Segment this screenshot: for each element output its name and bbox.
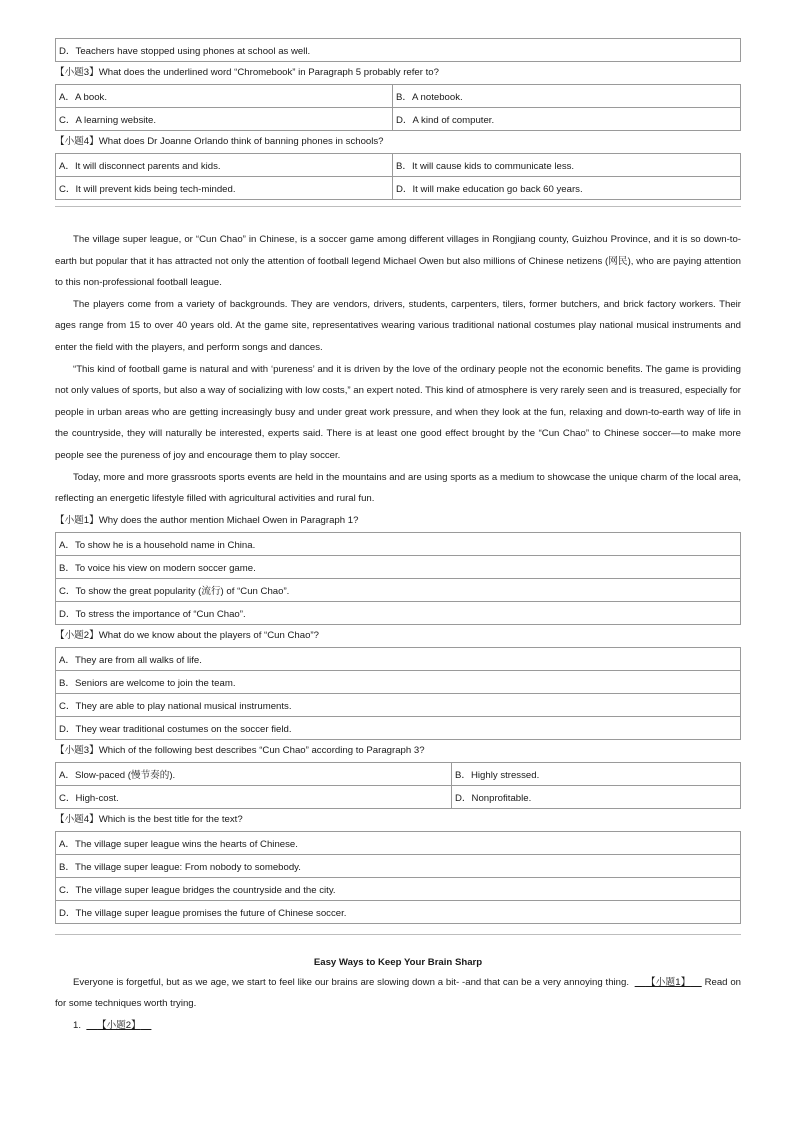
option-b: B．It will cause kids to communicate less. (393, 154, 741, 177)
option-c: C．To show the great popularity (流行) of “Cun Chao”. (56, 578, 741, 601)
question-stem: 【小题3】Which of the following best describes “Cun Chao” according to Paragraph 3? (55, 744, 425, 756)
worksheet-page (55, 38, 741, 1037)
option-b: B．Highly stressed. (452, 762, 741, 785)
option-d: D．Nonprofitable. (452, 785, 741, 808)
options-table-p1-q3 (55, 84, 741, 131)
option-b: B．To voice his view on modern soccer game. (56, 555, 741, 578)
option-d: D．They wear traditional costumes on the soccer field. (56, 716, 741, 739)
option-c: C．They are able to play national musical instruments. (56, 693, 741, 716)
option-d: D．Teachers have stopped using phones at school as well. (56, 39, 741, 62)
question-stem: 【小题3】What does the underlined word “Chromebook” in Paragraph 5 probably refer to? (55, 67, 439, 78)
passage-paragraph: “This kind of football game is natural and with ‘pureness’ and it is driven by the love of the ordinary people not the economic benefits. The game is providing not only values of sports, but also a way of socializing with low costs,” an expert noted. This kind of atmosphere is very rarely seen and is treasured, especially for people in urban areas who are getting increasingly busy and under great work pressure, and when they look at the fun, relaxing and down-to-earth way of life in the countryside, they will naturally be interested, experts said. There is at least one good effect brought by the “Cun Chao” to Chinese soccer—to make more people see the pureness of joy and encourage them to play soccer. (55, 363, 741, 461)
options-table-p2-q1 (55, 532, 741, 625)
options-table-p1-q4 (55, 153, 741, 200)
option-a: A．A book. (56, 85, 393, 108)
option-a: A．To show he is a household name in China. (56, 532, 741, 555)
passage-paragraph: The players come from a variety of backgrounds. They are vendors, drivers, students, carpenters, tilers, former butchers, and brick factory workers. Their ages range from 15 to over 40 years old. At the game site, representatives wearing various traditional national costumes play national musical instruments and enter the field with the players, and perform songs and dances. (55, 298, 741, 353)
options-table-p1-q2 (55, 38, 741, 62)
passage-title: Easy Ways to Keep Your Brain Sharp (313, 956, 483, 968)
option-a: A．It will disconnect parents and kids. (56, 154, 393, 177)
option-a: A．Slow-paced (慢节奏的). (56, 762, 452, 785)
option-d: D．It will make education go back 60 years. (393, 177, 741, 200)
option-c: C．The village super league bridges the countryside and the city. (56, 877, 741, 900)
question-stem: 【小题4】Which is the best title for the text? (55, 813, 243, 825)
option-d: D．The village super league promises the future of Chinese soccer. (56, 900, 741, 923)
options-table-p2-q2 (55, 647, 741, 740)
question-stem: 【小题1】Why does the author mention Michael Owen in Paragraph 1? (55, 514, 359, 526)
list-item: 1. 【小题2】 (55, 1015, 741, 1037)
passage-paragraph: The village super league, or “Cun Chao” in Chinese, is a soccer game among different villages in Rongjiang county, Guizhou Province, and it is so down-to-earth but popular that it has attracted not only the attention of football legend Michael Owen but also millions of Chinese netizens (网民), who are paying attention to this non-professional football league. (55, 234, 741, 289)
option-c: C．It will prevent kids being tech-minded. (56, 177, 393, 200)
option-d: D．A kind of computer. (393, 108, 741, 131)
option-b: B．The village super league: From nobody to somebody. (56, 854, 741, 877)
intro-text: Everyone is forgetful, but as we age, we start to feel like our brains are slowing down a bit- -and that can be a very annoying thing. (73, 976, 629, 988)
question-stem: 【小题2】What do we know about the players of “Cun Chao”? (55, 629, 319, 641)
blank-1[interactable]: 【小题1】 (645, 976, 691, 988)
passage-paragraph (55, 972, 741, 1015)
option-a: A．They are from all walks of life. (56, 647, 741, 670)
intro-tail: Read on for some techniques worth trying. (55, 976, 742, 1010)
passage-paragraph: Today, more and more grassroots sports events are held in the mountains and are using sports as a medium to showcase the unique charm of the local area, reflecting an energetic lifestyle filled with agricultural activities and rural fun. (55, 471, 741, 505)
option-b: B．A notebook. (393, 85, 741, 108)
option-c: C．A learning website. (56, 108, 393, 131)
option-b: B．Seniors are welcome to join the team. (56, 670, 741, 693)
question-stem: 【小题4】What does Dr Joanne Orlando think of banning phones in schools? (55, 136, 384, 147)
option-c: C．High-cost. (56, 785, 452, 808)
options-table-p2-q3 (55, 762, 741, 809)
blank-2[interactable]: 【小题2】 (97, 1019, 141, 1031)
option-d: D．To stress the importance of “Cun Chao”. (56, 601, 741, 624)
option-a: A．The village super league wins the hearts of Chinese. (56, 831, 741, 854)
options-table-p2-q4 (55, 831, 741, 924)
